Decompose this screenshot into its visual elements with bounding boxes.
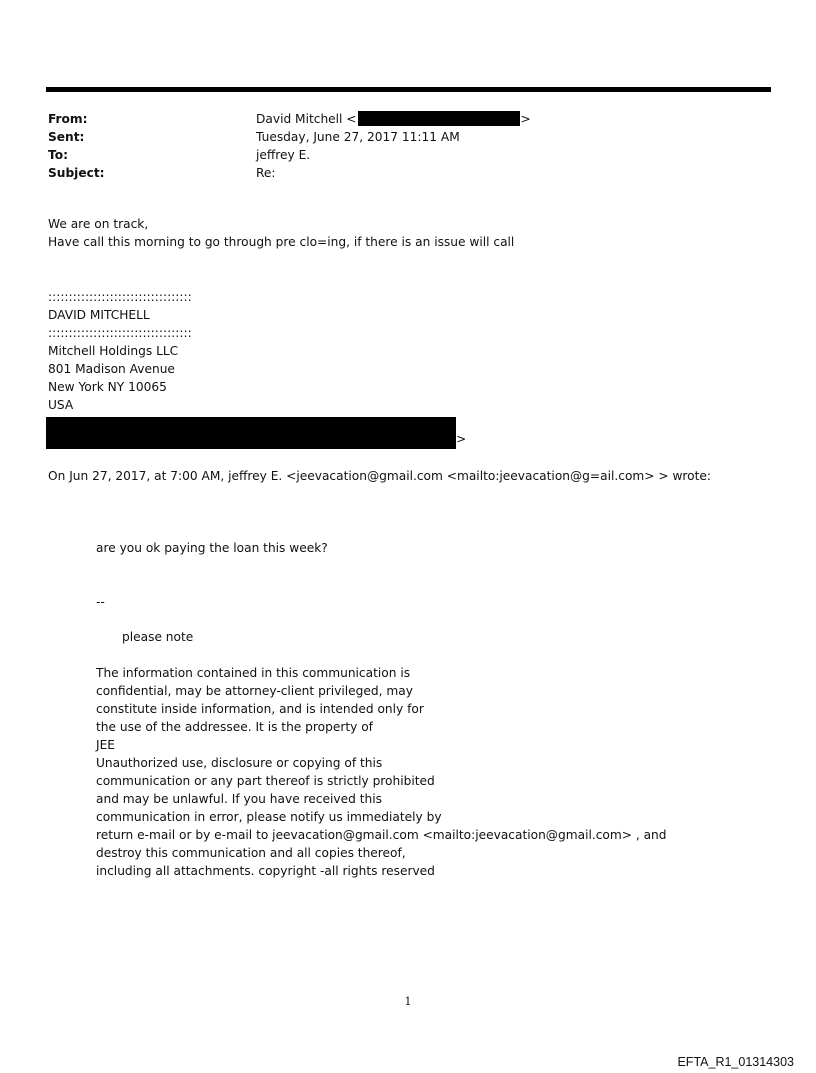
message-body <box>48 215 514 251</box>
disclaimer-line: the use of the addressee. It is the property of <box>96 720 373 734</box>
sent-label: Sent: <box>48 130 85 144</box>
signature-company: Mitchell Holdings LLC <box>48 344 179 358</box>
signature-separator: ::::::::::::::::::::::::::::::::::: <box>48 290 192 304</box>
subject-value: Re: <box>256 166 276 180</box>
body-line: Have call this morning to go through pre clo=ing, if there is an issue will call <box>48 235 515 249</box>
signature-street: 801 Madison Avenue <box>48 362 175 376</box>
signature <box>48 288 192 414</box>
disclaimer-line: JEE <box>96 738 115 752</box>
body-line: We are on track, <box>48 217 149 231</box>
disclaimer-line: communication or any part thereof is strictly prohibited <box>96 774 435 788</box>
to-value: jeffrey E. <box>256 148 311 162</box>
from-label: From: <box>48 112 88 126</box>
redaction-block <box>46 417 456 449</box>
disclaimer-line: confidential, may be attorney-client privileged, may <box>96 684 413 698</box>
redacted-email <box>358 111 520 126</box>
subject-label: Subject: <box>48 166 105 180</box>
signature-country: USA <box>48 398 74 412</box>
disclaimer-line: The information contained in this communication is <box>96 666 411 680</box>
from-name: David Mitchell < <box>256 112 357 126</box>
disclaimer-line: destroy this communication and all copies thereof, <box>96 846 406 860</box>
please-note: please note <box>122 630 194 644</box>
from-value <box>256 110 531 128</box>
sent-value: Tuesday, June 27, 2017 11:11 AM <box>256 130 460 144</box>
disclaimer-line: Unauthorized use, disclosure or copying of this <box>96 756 383 770</box>
quote-attribution: On Jun 27, 2017, at 7:00 AM, jeffrey E. <jeevacation@gmail.com <mailto:jeevacation@g=ail.com> > wrote: <box>48 469 711 483</box>
disclaimer-line: including all attachments. copyright -all rights reserved <box>96 864 435 878</box>
header-rule <box>46 87 771 92</box>
redacted-suffix: > <box>456 432 467 446</box>
signature-separator: ::::::::::::::::::::::::::::::::::: <box>48 326 192 340</box>
quoted-question: are you ok paying the loan this week? <box>96 541 328 555</box>
from-suffix: > <box>520 112 531 126</box>
to-label: To: <box>48 148 68 162</box>
bates-number: EFTA_R1_01314303 <box>677 1055 794 1069</box>
signature-name: DAVID MITCHELL <box>48 308 150 322</box>
disclaimer <box>96 664 667 880</box>
disclaimer-line: communication in error, please notify us immediately by <box>96 810 442 824</box>
signature-city: New York NY 10065 <box>48 380 167 394</box>
page-number: 1 <box>404 995 412 1008</box>
disclaimer-line: return e-mail or by e-mail to jeevacation@gmail.com <mailto:jeevacation@gmail.com> , and <box>96 828 667 842</box>
disclaimer-line: and may be unlawful. If you have received this <box>96 792 382 806</box>
disclaimer-line: constitute inside information, and is intended only for <box>96 702 424 716</box>
quoted-dashes: -- <box>96 595 105 609</box>
